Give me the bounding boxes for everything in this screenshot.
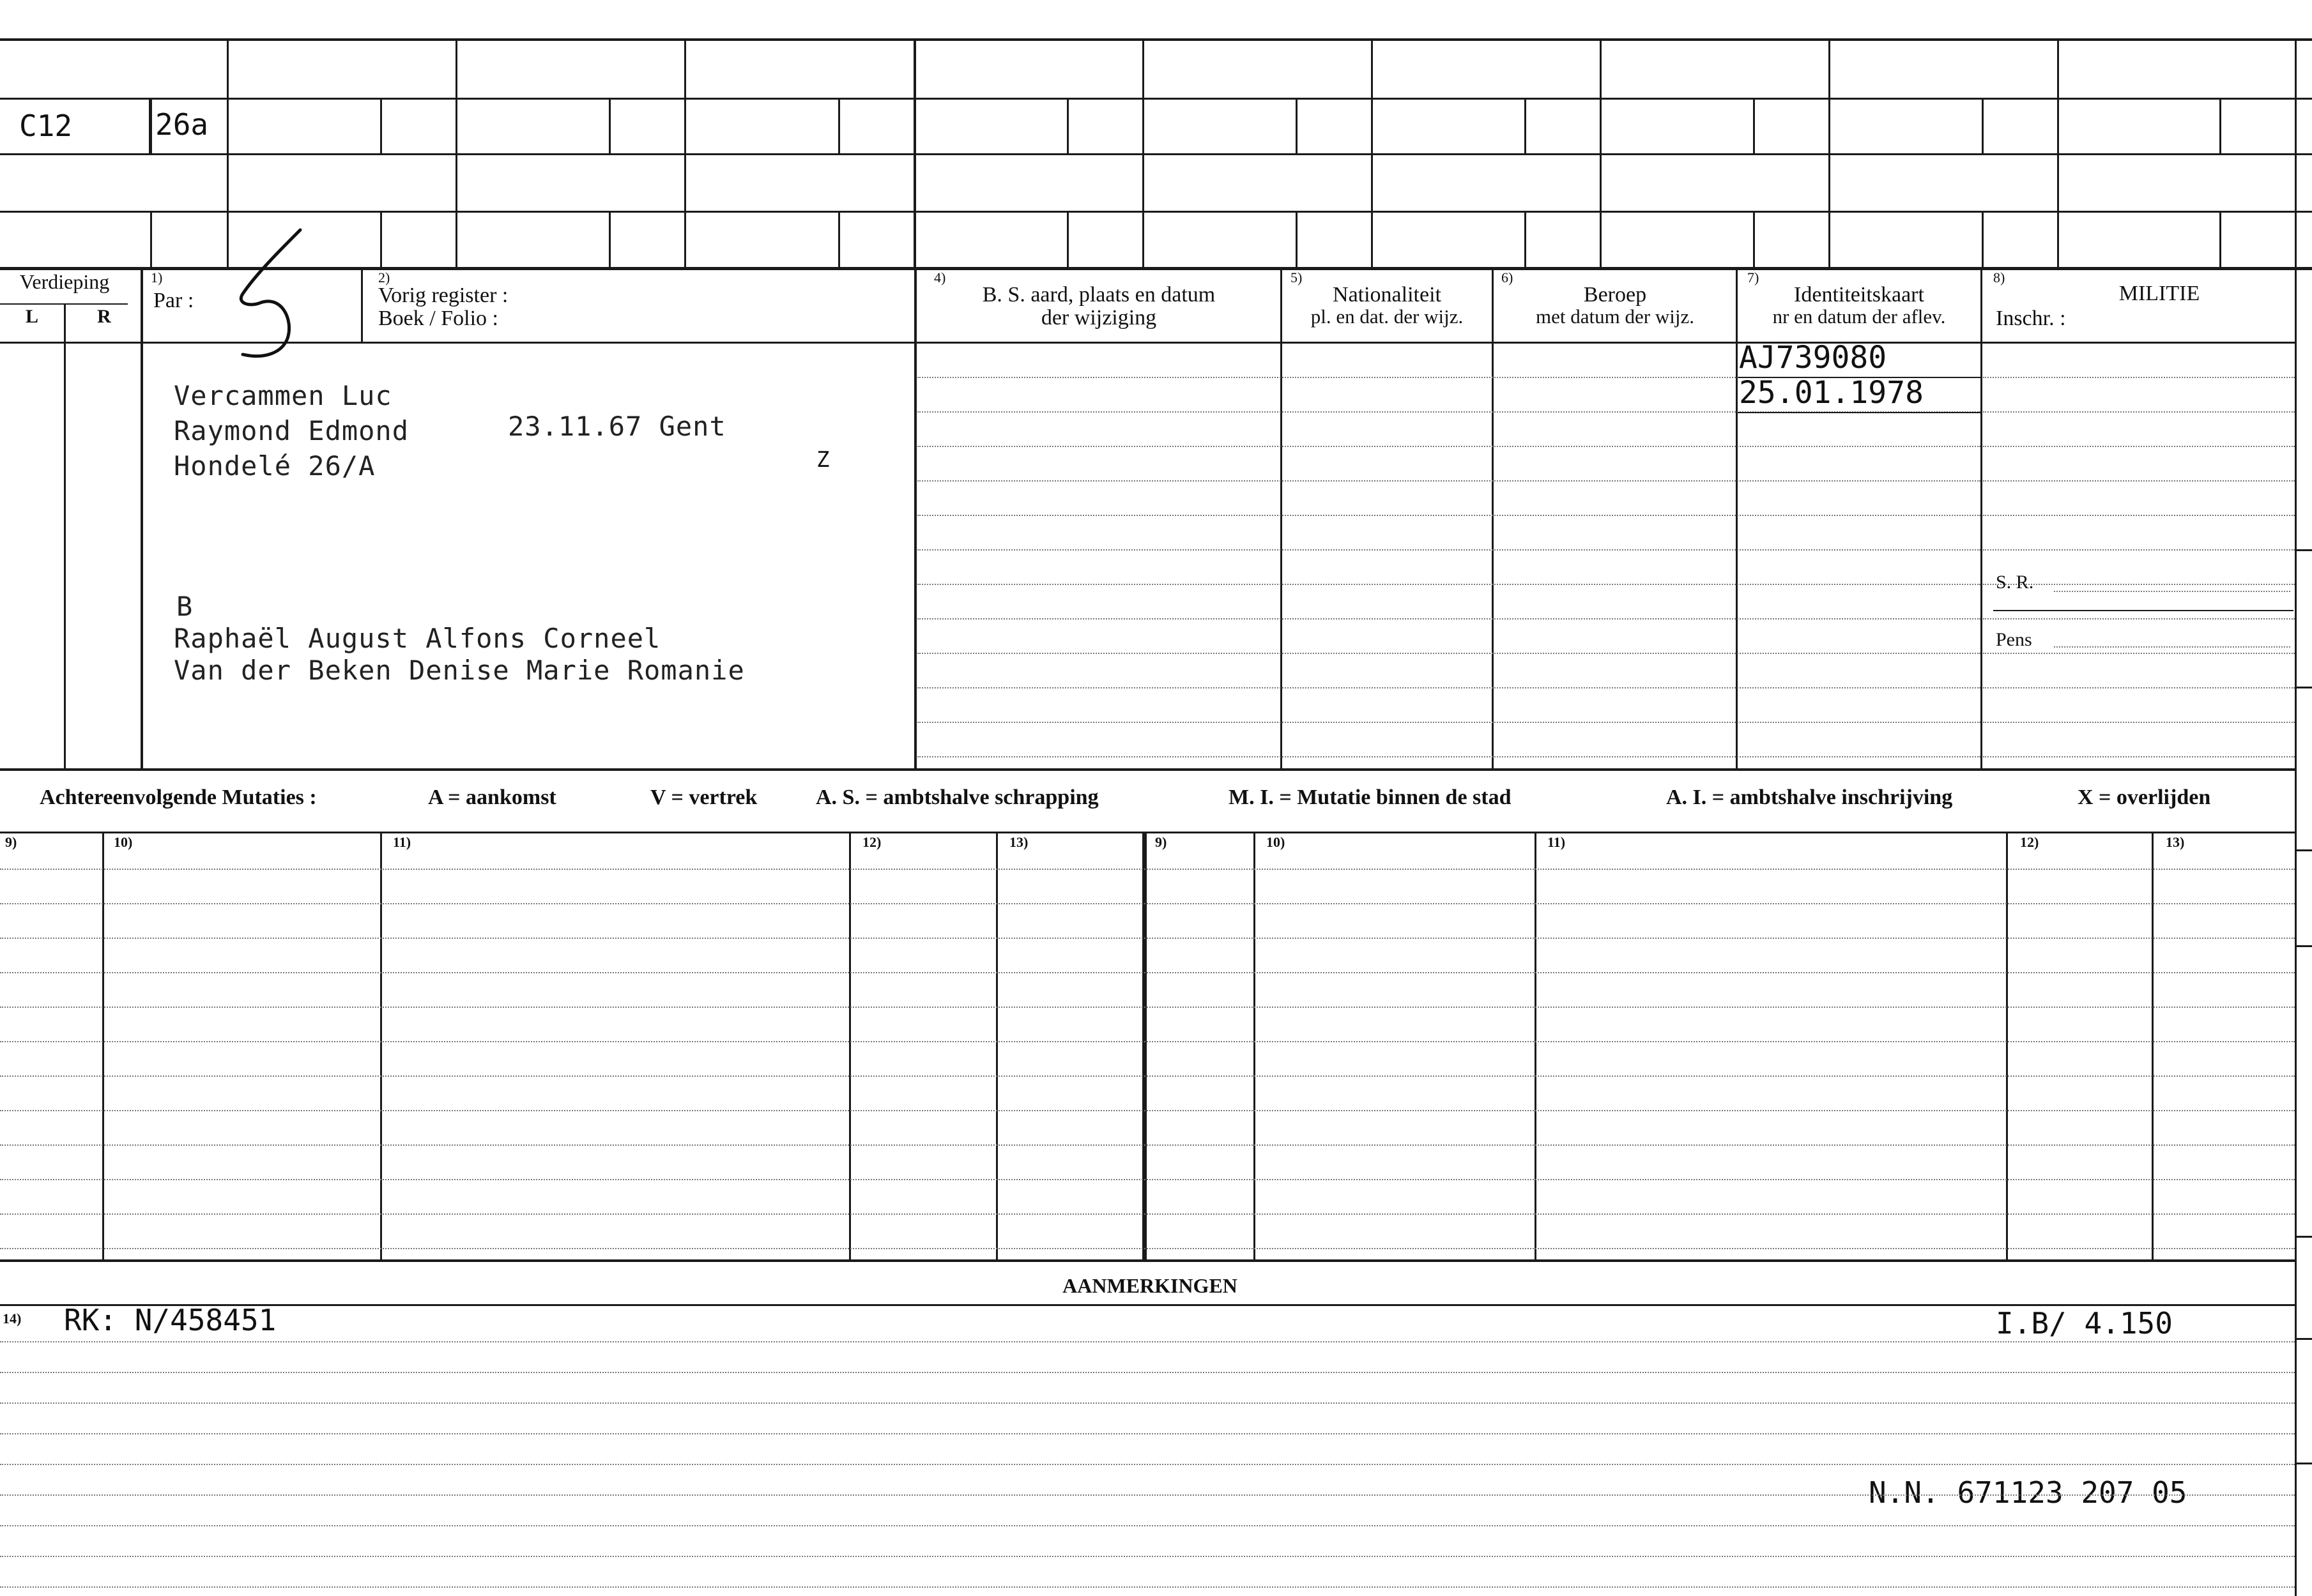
col6-number: 6) [1501,270,1513,285]
ruled-line [917,549,1980,551]
edge-tick [2296,945,2312,947]
ruled-line [0,1110,2295,1111]
edge-tick [2296,1338,2312,1340]
col8-number: 8) [1993,270,2005,285]
ruled-line [1983,653,2295,654]
ruled-line [0,1372,2295,1373]
ruled-line [0,938,2295,939]
legend-ai: A. I. = ambtshalve inschrijving [1666,786,1953,809]
signature-icon [230,224,326,364]
ruled-line [917,584,1980,585]
ruled-line [0,1179,2295,1180]
person-mark: Z [816,447,830,473]
ruled-line [917,515,1980,516]
mut-col-9a: 9) [5,834,17,850]
col5-number: 5) [1290,270,1303,285]
mut-col-10a: 10) [114,834,133,850]
mut-col-10b: 10) [1266,834,1285,850]
edge-tick [2296,549,2312,551]
ruled-line [1983,411,2295,413]
mut-col-9b: 9) [1155,834,1167,850]
edge-tick [2296,687,2312,688]
col1-number: 1) [151,270,163,285]
remarks-ib: I.B/ 4.150 [1996,1306,2173,1341]
col8-pens: Pens [1996,629,2032,650]
ruled-line [1983,480,2295,482]
col2-line1: Vorig register : [378,284,509,307]
col8-sr: S. R. [1996,572,2034,593]
ruled-line [0,1464,2295,1465]
verdieping-label: Verdieping [19,270,110,293]
ruled-line [0,1007,2295,1008]
col8-inschr: Inschr. : [1996,307,2066,330]
person-birth: 23.11.67 Gent [508,411,726,442]
person-name-line1: Vercammen Luc [174,380,392,411]
ruled-line [0,1075,2295,1077]
col4-line1: B. S. aard, plaats en datum [982,283,1216,307]
ruled-line [1983,687,2295,688]
ruled-line [0,972,2295,973]
ruled-line [1983,618,2295,619]
legend-v: V = vertrek [650,786,758,809]
ruled-line [0,1402,2295,1404]
col6-line2: met datum der wijz. [1536,305,1694,328]
building-code: C12 [19,109,73,143]
mut-col-12b: 12) [2020,834,2039,850]
edge-tick [2296,849,2312,851]
ruled-line [1983,722,2295,723]
mut-col-13a: 13) [1009,834,1029,850]
person-address: Hondelé 26/A [174,450,376,482]
ruled-line [917,653,1980,654]
legend-title: Achtereenvolgende Mutaties : [40,786,317,809]
ruled-line [917,687,1980,688]
remarks-title: AANMERKINGEN [1062,1274,1237,1297]
legend-a: A = aankomst [428,786,556,809]
ruled-line [0,1341,2295,1342]
remarks-number: 14) [3,1311,22,1326]
col4-line2: der wijziging [1041,306,1157,330]
col8-title: MILITIE [2118,282,2200,305]
ruled-line [917,480,1980,482]
father-name: Raphaël August Alfons Corneel [174,623,661,654]
ruled-line [0,1586,2295,1588]
ruled-line [1983,549,2295,551]
ruled-line [1983,756,2295,757]
ruled-line [0,1494,2295,1496]
legend-mi: M. I. = Mutatie binnen de stad [1229,786,1512,809]
col7-line2: nr en datum der aflev. [1772,305,1946,328]
ruled-line [0,903,2295,904]
col5-line2: pl. en dat. der wijz. [1310,305,1464,328]
col7-line1: Identiteitskaart [1794,283,1924,307]
verdieping-left: L [25,306,38,327]
ruled-line [0,1248,2295,1249]
ruled-line [917,722,1980,723]
mut-col-11b: 11) [1547,834,1566,850]
edge-tick [2296,1236,2312,1238]
ruled-line [917,756,1980,757]
ruled-line [0,1525,2295,1526]
col4-number: 4) [934,270,946,285]
col6-line1: Beroep [1583,283,1647,307]
col2-line2: Boek / Folio : [378,307,498,330]
ruled-line [1983,515,2295,516]
col5-line1: Nationaliteit [1333,283,1441,307]
ruled-line [0,1213,2295,1215]
mother-name: Van der Beken Denise Marie Romanie [174,655,745,686]
col1-label: Par : [153,289,194,312]
house-number: 26a [155,107,209,142]
verdieping-right: R [97,306,111,327]
identity-card-date: 25.01.1978 [1739,375,1924,411]
ruled-line [1983,377,2295,378]
person-name-line2: Raymond Edmond [174,415,410,446]
legend-x: X = overlijden [2078,786,2211,809]
legend-as: A. S. = ambtshalve schrapping [816,786,1099,809]
ruled-line [917,446,1980,447]
parents-mark: B [176,591,194,622]
identity-card-number: AJ739080 [1739,340,1887,376]
col7-number: 7) [1747,270,1759,285]
remarks-rk: RK: N/458451 [64,1303,277,1337]
remarks-nn: N.N. 671123 207 05 [1869,1475,2187,1510]
mut-col-11a: 11) [393,834,411,850]
ruled-line [0,1144,2295,1146]
ruled-line [1983,446,2295,447]
mut-col-13b: 13) [2166,834,2185,850]
mut-col-12a: 12) [862,834,882,850]
edge-tick [2296,1463,2312,1464]
ruled-line [917,618,1980,619]
ruled-line [0,1041,2295,1042]
ruled-line [0,1556,2295,1557]
col2-number: 2) [378,270,390,285]
ruled-line [0,869,2295,870]
ruled-line [0,1433,2295,1434]
